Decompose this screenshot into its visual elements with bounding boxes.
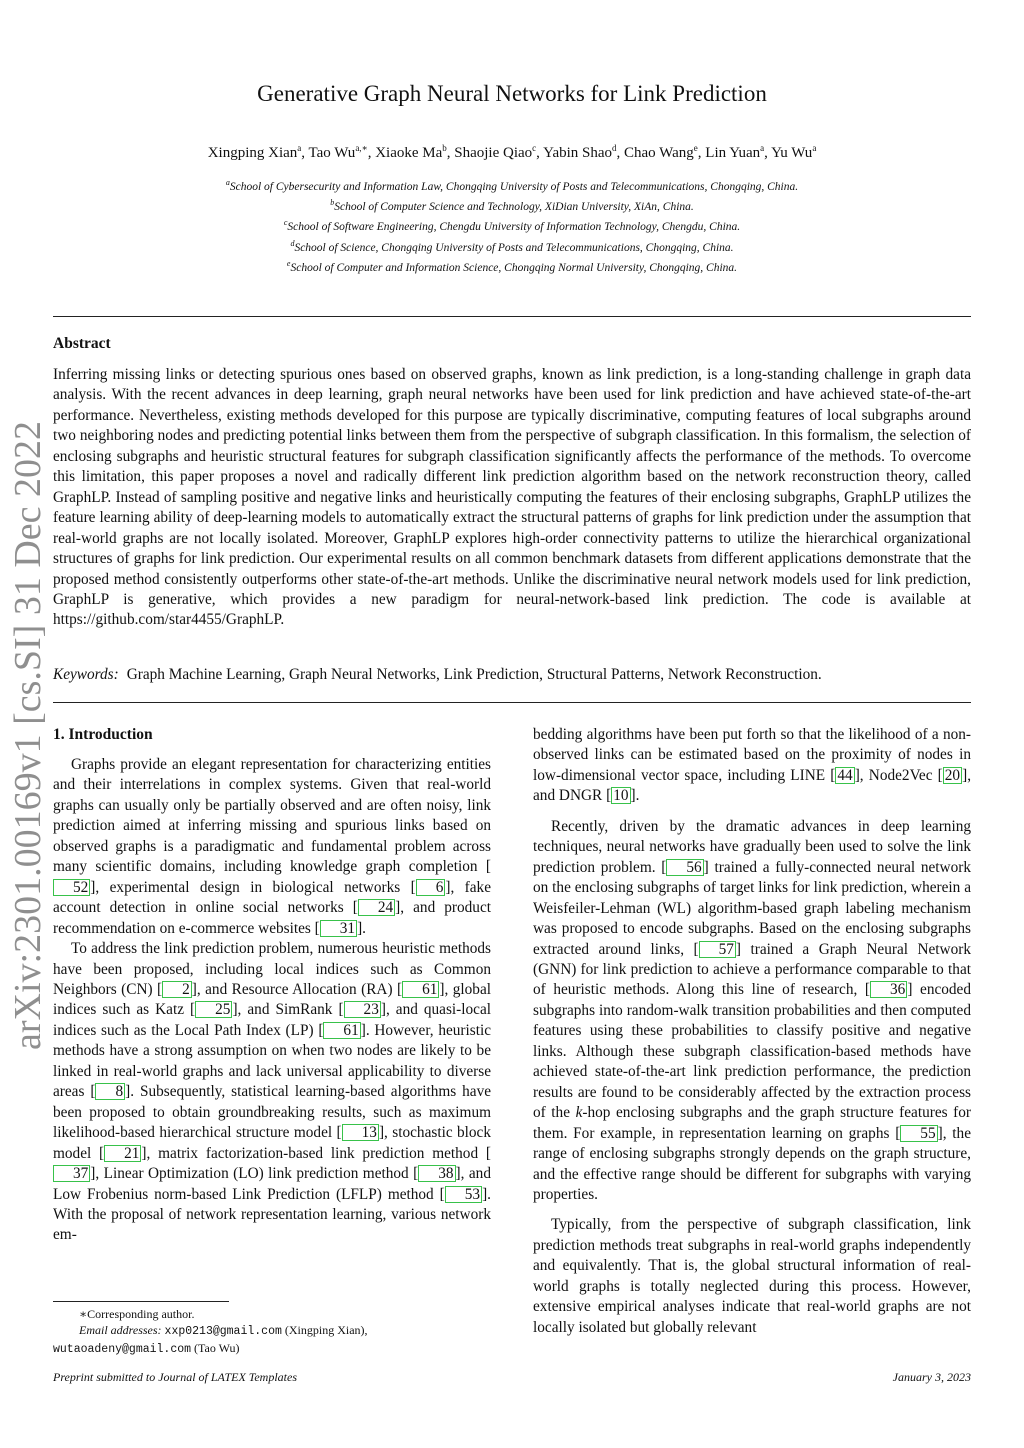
affiliation-mark: a (225, 178, 230, 187)
author-name: Yabin Shao (543, 145, 613, 161)
text-run: . With the proposal of network representation learning, various network em- (53, 1185, 491, 1244)
text-run: trained a Graph Neural Network (GNN) for link prediction to achieve a performance comparable to that of heuristic methods. Along this line of research, (533, 940, 971, 999)
left-column (53, 725, 491, 1246)
abstract-text: Inferring missing links or detecting spurious ones based on observed graphs, known as link prediction, is a long-standing challenge in graph data analysis. With the recent advances in deep learning, graph neural networks have been used for link prediction and have achieved state-of-the-art performance. Nevertheless, existing methods developed for this purpose are typically discriminative, computing features of local subgraphs around two neighboring nodes and predicting potential links between them from the perspective of subgraph classification. In this formalism, the selection of enclosing subgraphs and heuristic structural features for subgraph classification significantly affects the performance of the methods. To overcome this limitation, this paper proposes a novel and radically different link prediction algorithm based on the network reconstruction theory, called GraphLP. Instead of sampling positive and negative links and heuristically computing the features of their enclosing subgraphs, GraphLP utilizes the feature learning ability of deep-learning models to automatically extract the structural patterns of graphs for link prediction under the assumption that real-world graphs are not locally isolated. Moreover, GraphLP explores high-order connectivity patterns to utilize the hierarchical organizational structures of graphs for link prediction. Our experimental results on all common benchmark datasets from different applications demonstrate that the proposed method consistently outperforms other state-of-the-art methods. Unlike the discriminative neural network models used for link prediction, GraphLP is generative, which provides a new paradigm for neural-network-based link prediction. The code is available at https://github.com/star4455/GraphLP. (53, 366, 971, 629)
top-divider (53, 316, 971, 317)
citation-link[interactable]: 36 (870, 981, 907, 998)
paragraph: Recently, driven by the dramatic advances in deep learning techniques, neural networks have gradually been used to solve the link prediction problem. [ 56 ] trained a fully-connected neural network on the enclosing subgraphs of target links for link prediction, wherein a Weisfeiler-Lehman (WL) algorithm-based graph labeling mechanism was proposed to encode subgraphs. Based on the enclosing subgraphs extracted around links, [ 57 ] trained a Graph Neural Network (GNN) for link prediction to achieve a performance comparable to that of heuristic methods. Along this line of research, [ 36 ] encoded subgraphs into random-walk transition probabilities and then computed features using these probabilities to classify positive and negative links. Although these subgraph classification-based methods have achieved state-of-the-art link prediction performance, the prediction results are found to be considerably affected by the extraction process of the k-hop enclosing subgraphs and the graph structure features for them. For example, in representation learning on graphs [ 55 ], the range of enclosing subgraphs strongly depends on the graph structure, and the effective range should be different for subgraphs with varying properties. (533, 817, 971, 1203)
paragraph (533, 1215, 971, 1338)
affiliation (0, 236, 1024, 256)
author-name: Tao Wu (308, 145, 356, 161)
text-run: To address the link prediction problem, numerous heuristic methods have been proposed, including local indices such as Common Neighbors (CN) (53, 940, 491, 998)
author-affiliation-mark: e (693, 143, 698, 153)
author-name: Lin Yuan (705, 145, 761, 161)
citation-link[interactable]: 13 (342, 1124, 379, 1141)
text-run: Graphs provide an elegant representation for characterizing entities and their interrelations in complex systems. Given that real-world graphs can usually only be partially observed and are often noisy, link prediction aimed at inferring missing and spurious links based on observed graphs is a paradigmatic and fundamental problem across many scientific domains, including knowledge graph completion (53, 756, 491, 876)
text-run: trained a fully-connected neural network on the enclosing subgraphs of target links for link prediction, wherein a Weisfeiler-Lehman (WL) algorithm-based graph labeling mechanism was proposed to encode subgraphs. Based on the enclosing subgraphs extracted around links, (533, 858, 971, 958)
keywords-text: Graph Machine Learning, Graph Neural Networks, Link Prediction, Structural Patterns, Network Reconstruction. (126, 666, 822, 683)
text-run: , experimental design in biological networks (95, 878, 411, 896)
text-run: , the range of enclosing subgraphs strongly depends on the graph structure, and the effective range should be different for subgraphs with varying properties. (533, 1124, 971, 1203)
citation-link[interactable]: 2 (162, 981, 192, 998)
text-run: , Node2Vec (859, 766, 938, 784)
citation-link[interactable]: 52 (53, 879, 90, 896)
footer-date: January 3, 2023 (892, 1370, 971, 1384)
email-line-2 (53, 1340, 491, 1358)
corresponding-author-note: ∗Corresponding author. (79, 1307, 195, 1321)
affiliation-mark: e (286, 258, 291, 268)
citation-link[interactable]: 61 (323, 1022, 360, 1039)
abstract-heading: Abstract (53, 335, 111, 352)
text-run: encoded subgraphs into random-walk transition probabilities and then computed features using these probabilities to classify positive and negative links. Although these subgraph classification-based methods have achieved state-of-the-art link prediction performance, the prediction results are found to be considerably affected by the extraction process of the (533, 981, 971, 1122)
keywords-label: Keywords: (53, 666, 119, 683)
affiliation-mark: d (290, 238, 295, 248)
author-affiliation-mark: a (297, 143, 302, 153)
citation-link[interactable]: 44 (837, 766, 853, 784)
email-label: Email addresses: (79, 1323, 162, 1337)
text-run: , stochastic block model (53, 1124, 491, 1162)
paragraph: To address the link prediction problem, numerous heuristic methods have been proposed, including local indices such as Common Neighbors (CN) [ 2 ], and Resource Allocation (RA) [ 61 ], global indices such as Katz [ 25 ], and SimRank [ 23 ], and quasi-local indices such as the Local Path Index (LP) [ 61 ]. However, heuristic methods have a strong assumption on when two nodes are likely to be linked in real-world graphs and lack universal applicability to diverse areas [ 8 ]. Subsequently, statistical learning-based algorithms have been proposed to obtain groundbreaking results, such as maximum likelihood-based hierarchical structure model [ 13 ], stochastic block model [ 21 ], matrix factorization-based link prediction method [37 ], Linear Optimization (LO) link prediction method [ 38 ], and Low Frobenius norm-based Link Prediction (LFLP) method [ 53 ]. With the proposal of network representation learning, various network em- (53, 940, 492, 1244)
author-name: Chao Wang (624, 145, 694, 161)
author-list: Xingping Xian$^a$, Tao $Wu^{a,∗}$, Xiaoke Ma$^b$, Shaojie Qiao$^c$, Yabin Shao$^d$, Chao Wang$^e$, Lin Yuan$^a$, Yu Wu$^a$ (207, 143, 817, 161)
citation-link[interactable]: 25 (195, 1001, 232, 1018)
paragraph: bedding algorithms have been put forth so that the likelihood of a non-observed links can be estimated based on the proximity of nodes in low-dimensional vector space, including LINE [ 44 ], Node2Vec [ 20 ], and DNGR [ 10 ]. (533, 726, 972, 805)
citation-link[interactable]: 20 (944, 766, 961, 784)
text-run: -hop enclosing subgraphs and the graph structure features for them. For example, in representation learning on graphs (533, 1104, 971, 1142)
text-run: , and DNGR (533, 766, 972, 805)
citation-link[interactable]: 23 (344, 1001, 381, 1018)
affiliation (0, 195, 1024, 215)
affiliation-text: School of Cybersecurity and Information Law, Chongqing University of Posts and Telecommunications, Chongqing, China. (229, 180, 799, 193)
text-run: . (362, 919, 366, 937)
text-run: . (635, 787, 640, 805)
citation-link[interactable]: 53 (445, 1186, 482, 1203)
citation-link[interactable]: 8 (95, 1083, 125, 1100)
citation-link[interactable]: 38 (418, 1165, 455, 1182)
citation-link[interactable]: 6 (416, 879, 446, 896)
paper-title: Generative Graph Neural Networks for Link Prediction (257, 81, 767, 106)
text-run: . However, heuristic methods have a strong assumption on when two nodes are likely to be linked in real-world graphs and lack universal applicability to diverse areas (53, 1021, 492, 1101)
text-run: , and Resource Allocation (RA) (196, 980, 397, 998)
author-name: Yu Wu (771, 145, 813, 161)
right-column (533, 725, 971, 1338)
section-heading-introduction: 1. Introduction (53, 726, 153, 743)
footnote (53, 1306, 491, 1358)
text-run: Typically, from the perspective of subgraph classification, link prediction methods treat subgraphs in real-world graphs independently and equivalently. That is, the global structural information of real-world graphs is totally neglected during this process. However, extensive empirical analyses indicate that real-world graphs are not locally isolated but globally relevant (533, 1216, 971, 1336)
affiliation-text: School of Computer and Information Science, Chongqing Normal University, Chongqing, China. (290, 261, 738, 274)
author-affiliation-mark: d (612, 143, 617, 153)
affiliation (0, 215, 1024, 235)
citation-link[interactable]: 31 (320, 920, 357, 937)
text-run: . Subsequently, statistical learning-based algorithms have been proposed to obtain groundbreaking results, such as maximum likelihood-based hierarchical structure model (53, 1083, 492, 1142)
math-variable: k (575, 1104, 583, 1122)
text-run: , and Low Frobenius norm-based Link Prediction (LFLP) method (53, 1165, 491, 1203)
affiliation (0, 256, 1024, 276)
text-run: bedding algorithms have been put forth so that the likelihood of a non-observed links can be estimated based on the proximity of nodes in low-dimensional vector space, including LINE (533, 726, 971, 784)
keywords-divider (53, 702, 971, 703)
citation-link[interactable]: 10 (613, 787, 629, 805)
arxiv-identifier: arXiv:2301.00169v1 [cs.SI] 31 Dec 2022 (7, 420, 49, 1050)
affiliation-mark: b (330, 198, 335, 208)
affiliation-list (0, 175, 1024, 276)
author-affiliation-mark: c (532, 143, 537, 153)
email-2-owner: (Tao Wu) (194, 1341, 240, 1355)
email-1[interactable]: xxp0213@gmail.com (164, 1325, 282, 1338)
email-1-owner: (Xingping Xian), (284, 1323, 368, 1337)
affiliation-text: School of Software Engineering, Chengdu University of Information Technology, Chengdu, China. (287, 221, 741, 234)
text-run: , global indices such as Katz (53, 980, 491, 1019)
affiliation (0, 175, 1024, 195)
email-addresses (53, 1322, 491, 1340)
affiliation-text: School of Computer Science and Technology, XiDian University, XiAn, China. (334, 201, 694, 214)
text-run: , Linear Optimization (LO) link prediction method (95, 1165, 414, 1183)
affiliation-mark: c (283, 218, 288, 228)
keywords (53, 665, 971, 685)
author-name: Shaojie Qiao (454, 145, 533, 161)
text-run: , and SimRank (237, 1001, 339, 1019)
citation-link[interactable]: 56 (666, 859, 703, 876)
citation-link[interactable]: 55 (900, 1125, 937, 1142)
text-run: , and product recommendation on e-commerce websites (53, 899, 491, 937)
email-2[interactable]: wutaoadeny@gmail.com (53, 1343, 192, 1356)
citation-link[interactable]: 21 (104, 1145, 141, 1162)
citation-link[interactable]: 37 (53, 1165, 90, 1182)
citation-link[interactable]: 61 (402, 981, 439, 998)
text-run: Recently, driven by the dramatic advances in deep learning techniques, neural networks have gradually been used to solve the link prediction problem. (533, 817, 971, 876)
author-name: Xiaoke Ma (375, 145, 443, 161)
author-affiliation-mark: a (760, 143, 765, 153)
text-run: , matrix factorization-based link prediction method (146, 1144, 486, 1162)
author-affiliation-mark: b (442, 143, 447, 153)
text-run: , and quasi-local indices such as the Local Path Index (LP) (53, 1001, 491, 1039)
citation-link[interactable]: 57 (699, 941, 736, 958)
author-name: Xingping Xian (207, 145, 298, 161)
author-affiliation-mark: a,∗ (355, 143, 368, 153)
affiliation-text: School of Science, Chongqing University of Posts and Telecommunications, Chongqing, China. (294, 241, 734, 254)
footnote-divider (53, 1301, 229, 1302)
citation-link[interactable]: 24 (358, 899, 395, 916)
author-affiliation-mark: a (812, 143, 817, 153)
paragraph: Graphs provide an elegant representation for characterizing entities and their interrelations in complex systems. Given that real-world graphs can usually only be partially observed and are often noisy, link prediction aimed at inferring missing and spurious links based on observed graphs is a paradigmatic and fundamental problem across many scientific domains, including knowledge graph completion [52 ], experimental design in biological networks [ 6 ], fake account detection in online social networks [ 24 ], and product recommendation on e-commerce websites [ 31 ]. (53, 756, 491, 937)
text-run: , fake account detection in online social networks (53, 878, 491, 917)
footer-journal: Preprint submitted to Journal of LATEX Templates (53, 1370, 298, 1384)
